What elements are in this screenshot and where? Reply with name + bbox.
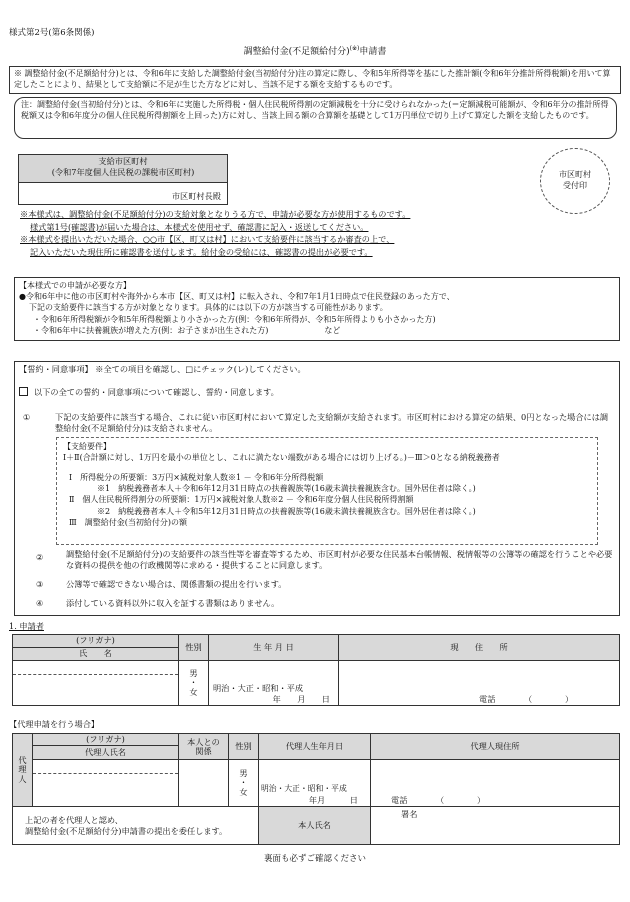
name-field[interactable]: [13, 675, 178, 705]
eligibility-line: 下記の支給要件に該当する方が対象となります。具体的には以下の方が該当する可能性があります。: [29, 303, 388, 313]
sex-field[interactable]: 男 ・ 女: [179, 661, 209, 706]
pledge-item-3: 公簿等で確認できない場合は、関係書類の提出を行います。: [66, 579, 287, 589]
proxy-dob-field[interactable]: [259, 760, 371, 807]
proxy-address-header: 代理人現住所: [371, 734, 620, 760]
payment-requirements-box: [56, 437, 598, 545]
address-field[interactable]: [339, 661, 620, 706]
proxy-name-field[interactable]: [33, 774, 178, 806]
principal-name-header: 本人氏名: [259, 807, 371, 845]
item-number: ④: [36, 598, 44, 608]
municipality-header: [19, 155, 227, 183]
proxy-era-options: 明治・大正・昭和・平成: [261, 784, 347, 794]
requirement-line: Ⅱ 個人住民税所得割分の所要額：1万円×減税対象人数※2 － 令和6年度分個人住民税所得割額: [69, 495, 414, 505]
eligibility-title: 【本様式での申請が必要な方】: [19, 281, 131, 290]
requirement-line: ※2 納税義務者本人＋令和5年12月31日時点の扶養親族等(16歳未満扶養親族含む。国外居住者は除く。): [97, 506, 476, 516]
signature-label: 署名: [401, 809, 418, 820]
proxy-furigana-header: (フリガナ): [33, 734, 179, 746]
requirement-line: Ⅰ 所得税分の所要額：3万円×減税対象人数※1 － 令和6年分所得税額: [69, 472, 324, 482]
proxy-sex-field[interactable]: 男 ・ 女: [229, 760, 259, 807]
tel-label: 電話 （ ）: [479, 693, 574, 704]
proxy-sex-header: 性別: [229, 734, 259, 760]
proxy-table: [12, 733, 620, 845]
note-line: 記入いただいた現住所に確認書を送付します。給付金の受給には、確認書の提出が必要です。: [30, 247, 373, 258]
title-main: 調整給付金(不足額給付分): [243, 47, 350, 57]
applicant-table: [12, 634, 620, 706]
usage-notes: [20, 208, 540, 259]
name-header: 氏 名: [13, 648, 179, 661]
eligibility-line: ・令和6年所得税額が令和5年所得税額より小さかった方(例：令和6年所得が、令和5年所得よりも小さかった方): [33, 314, 436, 324]
title-suffix: 申請書: [359, 47, 387, 57]
applicant-section-title: 1. 申請者: [9, 621, 44, 631]
stamp-line-1: 市区町村: [559, 170, 591, 179]
furigana-header: (フリガナ): [13, 635, 179, 648]
pledge-item-2: 調整給付金(不足額給付分)の支給要件の該当性等を審査等するため、市区町村が必要な住民基本台帳情報、税情報等の公簿等の確認を行うことや必要な資料の提供を他の行政機関等に求める・提供することに同意します。: [66, 549, 613, 571]
proxy-name-header: 代理人氏名: [33, 746, 179, 760]
eligibility-info-box: [14, 277, 620, 341]
stamp-line-2: 受付印: [563, 181, 587, 191]
proxy-tel-label: 電話 （ ）: [391, 795, 486, 805]
proxy-side-label: 代 理 人: [13, 734, 33, 807]
note-line: ※本様式を提出いただいた場合、○○市【区、町又は村】において支給要件に該当するか審査の上で、: [20, 234, 395, 245]
proxy-furigana-field[interactable]: [33, 760, 178, 774]
title-note-mark: (※): [349, 45, 360, 52]
eligibility-line: ●令和6年中に他の市区町村や海外から本市【区、町又は村】に転入され、令和7年1月1日時点で住民登録のあった方で、: [19, 292, 455, 302]
form-number: 様式第2号(第6条関係): [9, 28, 95, 38]
municipality-sublabel: (令和7年度個人住民税の課税市区町村): [51, 166, 195, 177]
agree-label: 以下の全ての誓約・同意事項について確認し、誓約・同意します。: [34, 387, 279, 398]
relation-header: 本人との 関係: [179, 734, 229, 760]
note-line: ※本様式は、調整給付金(不足額給付分)の支給対象となりうる方で、申請が必要な方が使用するものです。: [20, 209, 411, 219]
requirements-formula: Ⅰ＋Ⅱ(合計額に対し、1万円を最小の単位とし、これに満たない端数がある場合には切り上げる。)－Ⅲ＞0となる納税義務者: [63, 453, 500, 463]
address-header: 現 住 所: [339, 635, 620, 661]
ymd-label: 年 月 日: [272, 693, 330, 704]
dob-field[interactable]: [209, 661, 339, 706]
note-line: 様式第1号(確認書)が届いた場合は、本様式を使用せず、確認書に記入・返送してください。: [30, 221, 369, 232]
back-page-notice: 裏面も必ずご確認ください: [263, 854, 366, 864]
proxy-address-field[interactable]: [371, 760, 620, 807]
item-number: ②: [36, 552, 44, 562]
agree-checkbox[interactable]: [19, 387, 28, 396]
furigana-field[interactable]: [13, 661, 178, 675]
eligibility-line: ・令和6年中に扶養親族が増えた方(例：お子さまが出生された方) など: [33, 325, 341, 335]
dob-header: 生 年 月 日: [209, 635, 339, 661]
municipality-address-box: [18, 154, 228, 205]
reception-stamp-area: [540, 148, 610, 214]
initial-payment-note: 注：調整給付金(当初給付分)とは、令和6年に実施した所得税・個人住民税所得割の定額減税を十分に受けられなかった(＝定額減税可能額が、令和6年分の推計所得税額又は令和6年度分の個人住民税所得割額を上回った)方に対し、当該上回る額の合算額を基礎として1万円単位で切り上げて算定した額を支給したものです。: [14, 97, 617, 139]
proxy-name-cell[interactable]: [33, 760, 179, 807]
sex-header: 性別: [179, 635, 209, 661]
item-number: ③: [36, 579, 44, 589]
mayor-salutation: 市区町村長殿: [171, 191, 221, 201]
pledge-item-4: 添付している資料以外に収入を証する書類はありません。: [66, 598, 280, 608]
era-options: 明治・大正・昭和・平成: [213, 682, 304, 693]
proxy-dob-header: 代理人生年月日: [259, 734, 371, 760]
delegation-statement: 上記の者を代理人と認め、 調整給付金(不足額給付分)申請書の提出を委任します。: [13, 807, 259, 845]
pledge-header: 【誓約・同意事項】 ※全ての項目を確認し、□にチェック(レ)してください。: [19, 364, 306, 374]
requirement-line: ※1 納税義務者本人＋令和6年12月31日時点の扶養親族等(16歳未満扶養親族含む。国外居住者は除く。): [97, 484, 476, 494]
principal-signature-field[interactable]: [371, 807, 620, 845]
pledge-agree-row: [19, 387, 615, 398]
item-number: ①: [23, 412, 31, 423]
pledge-item-1: [19, 412, 615, 434]
relation-field[interactable]: [179, 760, 229, 807]
requirements-title: 【支給要件】: [63, 442, 111, 451]
page-title: [0, 45, 630, 58]
municipality-label: 支給市区町村: [98, 156, 148, 166]
name-cell[interactable]: [13, 661, 179, 706]
requirement-line: Ⅲ 調整給付金(当初給付分)の額: [69, 518, 187, 528]
proxy-section-title: 【代理申請を行う場合】: [9, 719, 100, 729]
proxy-ymd-label: 年月 日: [308, 795, 358, 805]
definition-notice: ※ 調整給付金(不足額給付分)とは、令和6年に支給した調整給付金(当初給付分)注の算定に際し、令和5年所得等を基にした推計額(令和6年分推計所得税額)を用いて算定したことにより、結果として支給額に不足が生じた方などに対し、当該不足する額を支給するものです。: [9, 66, 621, 94]
item-text: 下記の支給要件に該当する場合、これに従い市区町村において算定した支給額が支給されます。市区町村における算定の結果、0円となった場合には調整給付金(不足額給付分)は支給されません。: [55, 412, 609, 434]
